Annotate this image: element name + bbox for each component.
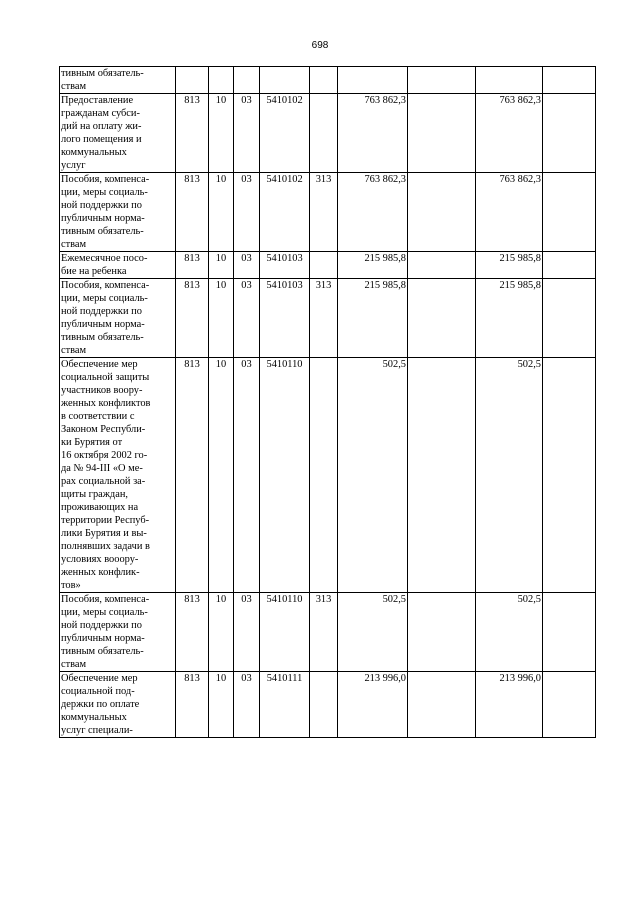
item-name-line: тивным обязатель- (61, 332, 144, 343)
table-row (60, 358, 596, 593)
item-name-line: гражданам субси- (61, 108, 140, 119)
item-name-line: социальной под- (61, 686, 135, 697)
expense-type-cell: 313 (310, 173, 338, 252)
amount-cell: 502,5 (338, 358, 408, 593)
table-row (60, 67, 596, 94)
extra-column-cell (543, 67, 596, 94)
subsection-code-cell: 03 (234, 672, 260, 738)
item-name-line: да № 94-III «О ме- (61, 463, 143, 474)
section-code-cell: 10 (209, 279, 234, 358)
item-name-line: ной поддержки по (61, 306, 142, 317)
target-code-cell (260, 67, 310, 94)
item-name-cell (60, 252, 176, 279)
item-name-line: женных конфлик- (61, 567, 140, 578)
target-code-cell: 5410103 (260, 279, 310, 358)
item-name-line: участников воору- (61, 385, 143, 396)
item-name-line: коммунальных (61, 712, 127, 723)
item-name-cell (60, 173, 176, 252)
item-name-cell (60, 67, 176, 94)
item-name-line: Предоставление (61, 95, 134, 106)
amount-cell (338, 67, 408, 94)
subsection-code-cell: 03 (234, 94, 260, 173)
ministry-code-cell (176, 67, 209, 94)
subsection-code-cell: 03 (234, 279, 260, 358)
extra-column-cell (543, 94, 596, 173)
extra-column-cell (543, 279, 596, 358)
expense-type-cell (310, 358, 338, 593)
amount-total-cell: 215 985,8 (476, 279, 543, 358)
item-name-line: рах социальной за- (61, 476, 146, 487)
amount-cell: 763 862,3 (338, 173, 408, 252)
extra-column-cell (408, 593, 476, 672)
section-code-cell: 10 (209, 252, 234, 279)
item-name-line: ции, меры социаль- (61, 607, 148, 618)
item-name-cell (60, 672, 176, 738)
item-name-line: ки Бурятия от (61, 437, 123, 448)
extra-column-cell (408, 252, 476, 279)
expense-type-cell (310, 67, 338, 94)
amount-total-cell: 213 996,0 (476, 672, 543, 738)
item-name-line: Законом Республи- (61, 424, 146, 435)
item-name-line: проживающих на (61, 502, 139, 513)
item-name-line: ной поддержки по (61, 200, 142, 211)
subsection-code-cell: 03 (234, 252, 260, 279)
item-name-line: публичным норма- (61, 319, 145, 330)
amount-total-cell: 215 985,8 (476, 252, 543, 279)
item-name-line: тов» (61, 580, 81, 591)
amount-cell: 215 985,8 (338, 252, 408, 279)
subsection-code-cell: 03 (234, 593, 260, 672)
extra-column-cell (408, 94, 476, 173)
amount-total-cell: 502,5 (476, 593, 543, 672)
budget-table (59, 66, 596, 738)
item-name-line: бие на ребенка (61, 266, 127, 277)
item-name-line: ствам (61, 345, 87, 356)
ministry-code-cell: 813 (176, 252, 209, 279)
expense-type-cell (310, 252, 338, 279)
item-name-line: коммунальных (61, 147, 127, 158)
extra-column-cell (408, 173, 476, 252)
table-row (60, 173, 596, 252)
expense-type-cell (310, 94, 338, 173)
extra-column-cell (543, 173, 596, 252)
section-code-cell (209, 67, 234, 94)
item-name-line: ствам (61, 659, 87, 670)
target-code-cell: 5410110 (260, 358, 310, 593)
table-row (60, 672, 596, 738)
amount-cell: 213 996,0 (338, 672, 408, 738)
target-code-cell: 5410110 (260, 593, 310, 672)
item-name-line: в соответствии с (61, 411, 135, 422)
page-number: 698 (311, 40, 329, 51)
item-name-line: тивным обязатель- (61, 646, 144, 657)
ministry-code-cell: 813 (176, 672, 209, 738)
target-code-cell: 5410111 (260, 672, 310, 738)
section-code-cell: 10 (209, 358, 234, 593)
target-code-cell: 5410103 (260, 252, 310, 279)
item-name-line: Ежемесячное посо- (61, 253, 148, 264)
section-code-cell: 10 (209, 173, 234, 252)
item-name-line: ствам (61, 81, 87, 92)
item-name-cell (60, 593, 176, 672)
subsection-code-cell: 03 (234, 173, 260, 252)
extra-column-cell (408, 279, 476, 358)
amount-total-cell: 763 862,3 (476, 173, 543, 252)
subsection-code-cell: 03 (234, 358, 260, 593)
target-code-cell: 5410102 (260, 94, 310, 173)
ministry-code-cell: 813 (176, 358, 209, 593)
amount-cell: 502,5 (338, 593, 408, 672)
item-name-line: лого помещения и (61, 134, 142, 145)
subsection-code-cell (234, 67, 260, 94)
item-name-line: ствам (61, 239, 87, 250)
item-name-line: полнявших задачи в (61, 541, 150, 552)
item-name-line: социальной защиты (61, 372, 150, 383)
item-name-line: ции, меры социаль- (61, 187, 148, 198)
expense-type-cell: 313 (310, 593, 338, 672)
item-name-line: ции, меры социаль- (61, 293, 148, 304)
item-name-line: женных конфликтов (61, 398, 151, 409)
item-name-line: держки по оплате (61, 699, 140, 710)
table-row (60, 252, 596, 279)
expense-type-cell (310, 672, 338, 738)
extra-column-cell (543, 358, 596, 593)
extra-column-cell (408, 67, 476, 94)
item-name-line: территории Респуб- (61, 515, 150, 526)
item-name-line: услуг (61, 160, 86, 171)
item-name-line: щиты граждан, (61, 489, 128, 500)
extra-column-cell (408, 672, 476, 738)
item-name-line: Пособия, компенса- (61, 280, 150, 291)
item-name-line: Обеспечение мер (61, 673, 138, 684)
item-name-line: Пособия, компенса- (61, 174, 150, 185)
ministry-code-cell: 813 (176, 593, 209, 672)
amount-cell: 763 862,3 (338, 94, 408, 173)
item-name-line: тивным обязатель- (61, 68, 144, 79)
ministry-code-cell: 813 (176, 279, 209, 358)
amount-cell: 215 985,8 (338, 279, 408, 358)
item-name-line: ной поддержки по (61, 620, 142, 631)
item-name-line: Обеспечение мер (61, 359, 138, 370)
ministry-code-cell: 813 (176, 94, 209, 173)
table-row (60, 94, 596, 173)
item-name-cell (60, 358, 176, 593)
section-code-cell: 10 (209, 593, 234, 672)
amount-total-cell: 502,5 (476, 358, 543, 593)
amount-total-cell (476, 67, 543, 94)
item-name-cell (60, 279, 176, 358)
item-name-line: тивным обязатель- (61, 226, 144, 237)
item-name-line: 16 октября 2002 го- (61, 450, 148, 461)
item-name-line: дий на оплату жи- (61, 121, 142, 132)
ministry-code-cell: 813 (176, 173, 209, 252)
item-name-line: условиях вооору- (61, 554, 139, 565)
extra-column-cell (543, 252, 596, 279)
item-name-cell (60, 94, 176, 173)
item-name-line: услуг специали- (61, 725, 133, 736)
extra-column-cell (543, 672, 596, 738)
expense-type-cell: 313 (310, 279, 338, 358)
item-name-line: публичным норма- (61, 213, 145, 224)
extra-column-cell (408, 358, 476, 593)
item-name-line: лики Бурятия и вы- (61, 528, 147, 539)
section-code-cell: 10 (209, 94, 234, 173)
item-name-line: Пособия, компенса- (61, 594, 150, 605)
table-row (60, 593, 596, 672)
extra-column-cell (543, 593, 596, 672)
target-code-cell: 5410102 (260, 173, 310, 252)
section-code-cell: 10 (209, 672, 234, 738)
item-name-line: публичным норма- (61, 633, 145, 644)
table-row (60, 279, 596, 358)
amount-total-cell: 763 862,3 (476, 94, 543, 173)
